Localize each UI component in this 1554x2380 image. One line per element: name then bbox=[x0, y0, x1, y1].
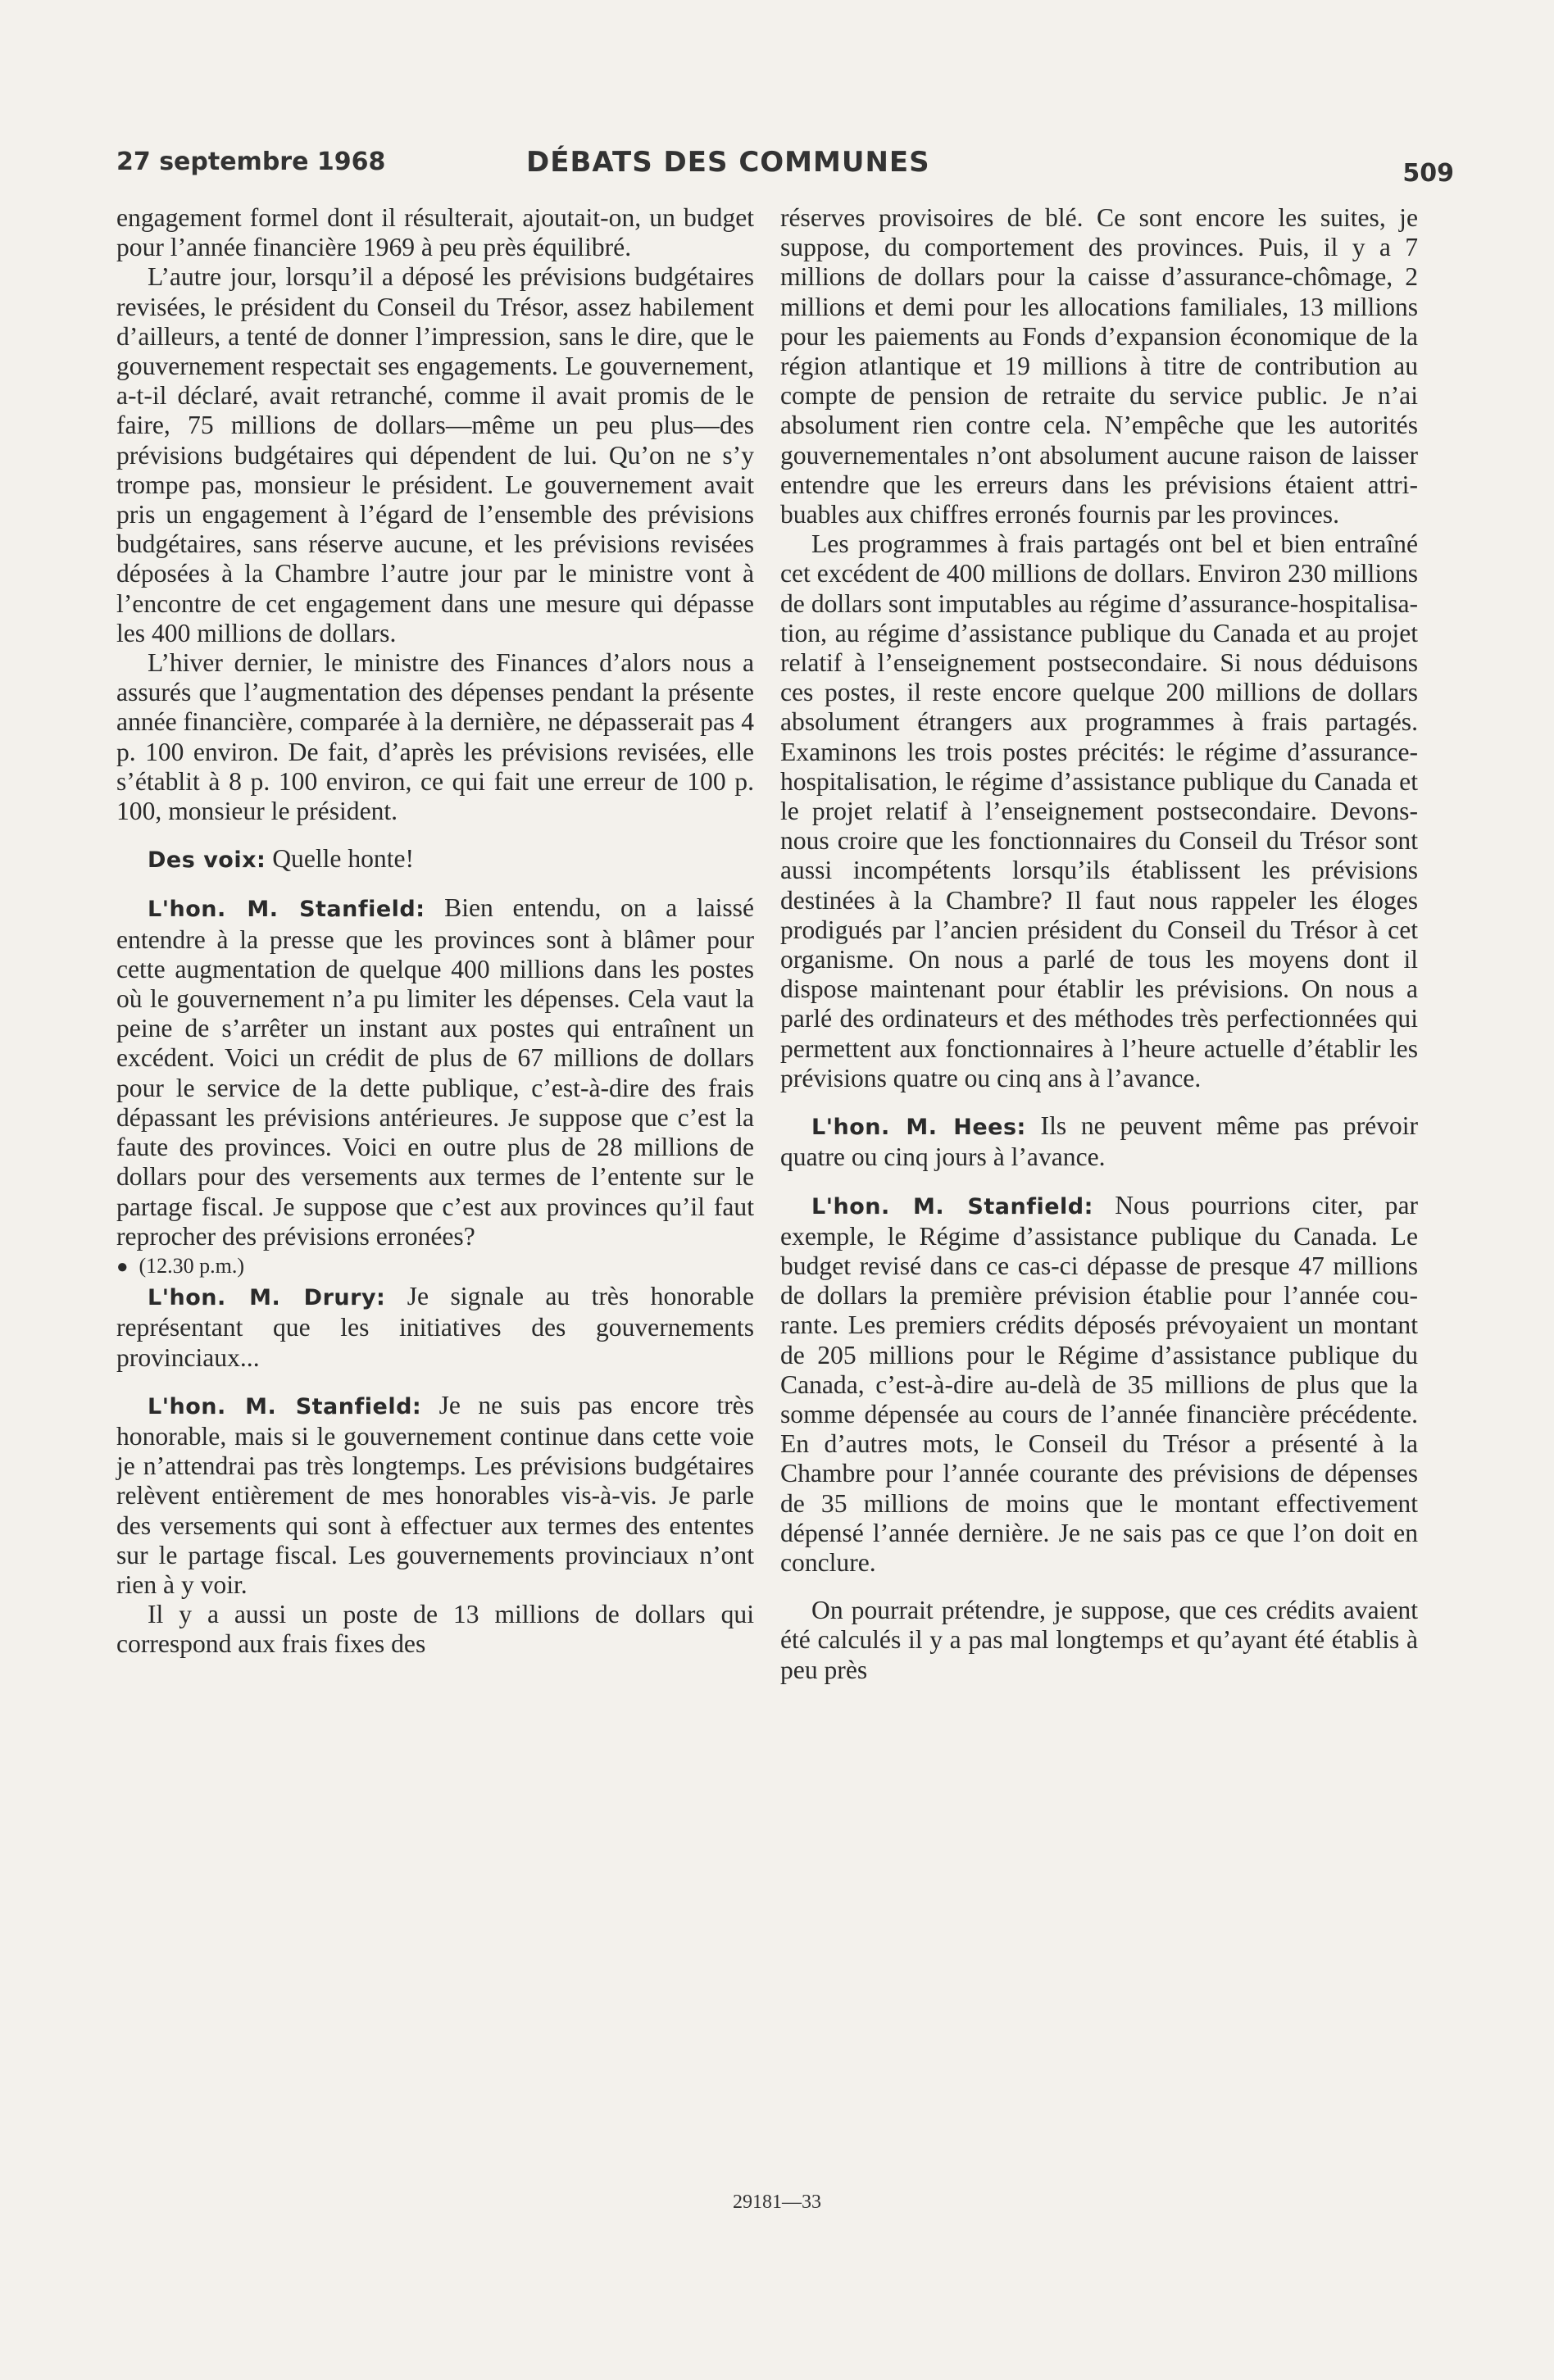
right-column bbox=[780, 203, 1418, 1685]
speech-paragraph bbox=[780, 1111, 1418, 1172]
paragraph: Il y a aussi un poste de 13 millions de dollars qui correspond aux frais fixes des bbox=[116, 1600, 754, 1659]
paragraph: L’hiver dernier, le ministre des Finances d’alors nous a assurés que l’augmentation des dépenses pendant la présente année financière, comparée à la dernière, ne dépasserait pas 4 p. 100 environ. De fait, d’après les prévisions revisées, elle s’établit à 8 p. 100 environ, ce qui fait une erreur de 100 p. 100, monsieur le président. bbox=[116, 648, 754, 826]
speaker-name: L'hon. M. Drury: bbox=[148, 1285, 386, 1311]
speaker-name: L'hon. M. Stanfield: bbox=[148, 897, 425, 923]
speech-text: Je ne suis pas encore très honorable, mais si le gouvernement continue dans cette voie je n’attendrai pas très longtemps. Les prévisions budgétaires relèvent entièrement de mes honorables vis-à-vis. Je parle des versements qui sont à effectuer aux termes des ententes sur le partage fiscal. Les gouvernements provinciaux n’ont rien à y voir. bbox=[116, 1390, 754, 1599]
paragraph: réserves provisoires de blé. Ce sont encore les suites, je suppose, du comportement des provinces. Puis, il y a 7 millions de dollars pour la caisse d’assurance-chômage, 2 millions et demi pour les allocations familiales, 13 millions pour les paiements au Fonds d’expansion économique de la région atlantique et 19 millions à titre de contribution au compte de pension de retraite du service public. Je n’ai absolument rien contre cela. N’empêche que les autorités gouvernementales n’ont absolument aucune raison de laisser entendre que les erreurs dans les prévisions étaient attribuables aux chiffres erronés fournis par les provinces. bbox=[780, 203, 1418, 529]
header-date: 27 septembre 1968 bbox=[116, 148, 386, 176]
speaker-name: Des voix: bbox=[148, 847, 266, 874]
paragraph: engagement formel dont il résulterait, ajoutait-on, un budget pour l’année financière 1969 à peu près équilibré. bbox=[116, 203, 754, 262]
paragraph: On pourrait prétendre, je suppose, que ces crédits avaient été calculés il y a pas mal longtemps et qu’ayant été établis à peu près bbox=[780, 1596, 1418, 1684]
paragraph: L’autre jour, lorsqu’il a déposé les prévisions budgétaires revisées, le président du Conseil du Trésor, assez habilement d’ailleurs, a tenté de donner l’impression, sans le dire, que le gouvernement respectait ses engagements. Le gouvernement, a-t-il déclaré, avait retranché, comme il avait promis de le faire, 75 millions de dollars—même un peu plus—des prévisions budgétaires qui dépendent de lui. Qu’on ne s’y trompe pas, monsieur le président. Le gouvernement avait pris un engagement à l’égard de l’ensemble des prévisions budgétaires, sans réserve aucune, et les prévisions revisées déposées à la Chambre l’autre jour par le ministre vont à l’encontre de cet engagement dans une mesure qui dépasse les 400 millions de dollars. bbox=[116, 262, 754, 647]
speaker-name: L'hon. M. Stanfield: bbox=[148, 1393, 422, 1419]
speech-text: Nous pourrions citer, par exemple, le Régime d’assistance publique du Canada. Le budget revisé dans ce cas-ci dépasse de presque 47 millions de dollars la première prévision établie pour l’année courante. Les premiers crédits déposés prévoyaient un montant de 205 millions pour le Régime d’assistance publique du Canada, c’est-à-dire au-delà de 35 millions de plus que la somme dépensée au cours de l’année financière précédente. En d’autres mots, le Conseil du Trésor a présenté à la Chambre pour l’année courante des prévisions de dépenses de 35 millions de moins que le montant effectivement dépensé l’année dernière. Je ne sais pas ce que l’on doit en conclure. bbox=[780, 1190, 1418, 1577]
speech-text: Ils ne peuvent même pas prévoir quatre ou cinq jours à l’avance. bbox=[780, 1111, 1419, 1172]
speech-paragraph bbox=[116, 1282, 754, 1373]
header-title: DÉBATS DES COMMUNES bbox=[526, 146, 930, 179]
speech-text: Bien entendu, on a laissé entendre à la presse que les provinces sont à blâmer pour cette augmentation de quelque 400 millions dans les postes où le gouvernement n’a pu limiter les dépenses. Cela vaut la peine de s’arrêter un instant aux postes qui entraînent un excédent. Voici un crédit de plus de 67 millions de dollars pour le service de la dette publique, c’est-à-dire des frais dépassant les prévisions antérieures. Je suppose que c’est la faute des provinces. Voici en outre plus de 28 millions de dollars pour des versements aux termes de l’entente sur le partage fiscal. Je suppose que c’est aux provinces qu’il faut reprocher des prévisions erronées? bbox=[116, 893, 754, 1251]
speech-paragraph bbox=[116, 844, 754, 875]
left-column bbox=[116, 203, 754, 1660]
bullet-icon: ● bbox=[116, 1256, 129, 1278]
speech-paragraph bbox=[116, 1391, 754, 1600]
speech-paragraph bbox=[780, 1191, 1418, 1578]
time-stamp: (12.30 p.m.) bbox=[139, 1253, 245, 1278]
speaker-name: L'hon. M. Stanfield: bbox=[811, 1193, 1093, 1220]
speaker-name: L'hon. M. Hees: bbox=[811, 1115, 1026, 1141]
page-number: 509 bbox=[1402, 159, 1454, 188]
footer-signature: 29181—33 bbox=[733, 2192, 821, 2213]
speech-text: Quelle honte! bbox=[266, 844, 415, 874]
speech-text: Je signale au très honorable représentant que les initiatives des gouvernements provinciaux... bbox=[116, 1282, 754, 1372]
paragraph: Les programmes à frais partagés ont bel et bien entraîné cet excédent de 400 millions de dollars. Environ 230 millions de dollars sont imputables au régime d’assurance-hospitalisation, au régime d’assistance publique du Canada et au projet relatif à l’enseignement postsecondaire. Si nous déduisons ces postes, il reste encore quelque 200 millions de dollars absolument étrangers aux programmes à frais partagés. Examinons les trois postes précités: le régime d’assurance-hospitalisation, le régime d’assistance publique du Canada et le projet relatif à l’enseignement postsecondaire. Devons-nous croire que les fonctionnaires du Conseil du Trésor sont aussi incompétents lorsqu’ils établissent les prévisions destinées à la Chambre? Il faut nous rappeler les éloges prodigués par l’ancien président du Conseil du Trésor à cet organisme. On nous a parlé de tous les moyens dont il dispose maintenant pour établir les prévisions. On nous a parlé des ordinateurs et des méthodes très perfectionnées qui permettent aux fonctionnaires à l’heure actuelle d’établir les prévisions quatre ou cinq ans à l’avance. bbox=[780, 529, 1418, 1092]
time-marker bbox=[116, 1251, 754, 1282]
speech-paragraph bbox=[116, 893, 754, 1251]
running-header bbox=[116, 141, 1454, 188]
